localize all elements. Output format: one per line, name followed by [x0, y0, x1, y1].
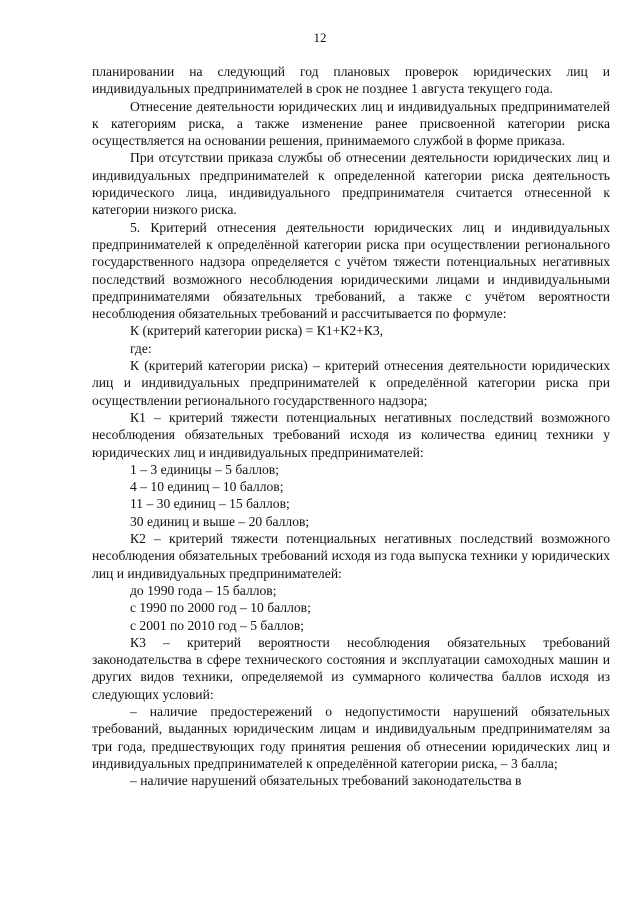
paragraph: При отсутствии приказа службы об отнесении деятельности юридических лиц и индивидуальных предпринимателей к определенной категории риска деятельность юридического лица, индивидуального предпринимателя считается отнесенной к категории низкого риска. — [92, 150, 610, 218]
dash-list-item: – наличие нарушений обязательных требований законодательства в — [130, 773, 522, 789]
page-number: 12 — [313, 30, 327, 45]
paragraph: планировании на следующий год плановых проверок юридических лиц и индивидуальных предпринимателей в срок не позднее 1 августа текущего года. — [92, 64, 610, 97]
document-body — [92, 63, 610, 789]
list-item: с 1990 по 2000 год – 10 баллов; — [130, 600, 311, 616]
paragraph: 5. Критерий отнесения деятельности юридических лиц и индивидуальных предпринимателей к определённой категории риска при осуществлении регионального государственного надзора определяется с учётом тяжести потенциальных негативных последствий возможного несоблюдения юридическими лицами и индивидуальными предпринимателями обязательных требований, а также с учётом вероятности несоблюдения обязательных требований и рассчитывается по формуле: — [92, 219, 610, 322]
paragraph: К1 – критерий тяжести потенциальных негативных последствий возможного несоблюдения обязательных требований исходя из количества единиц техники у юридических лиц и индивидуальных предпринимателей: — [92, 409, 610, 460]
list-item: 30 единиц и выше – 20 баллов; — [130, 513, 310, 529]
paragraph: Отнесение деятельности юридических лиц и индивидуальных предпринимателей к категориям риска, а также изменение ранее присвоенной категории риска осуществляется на основании решения, принимаемого службой в форме приказа. — [92, 98, 610, 149]
paragraph: К2 – критерий тяжести потенциальных негативных последствий возможного несоблюдения обязательных требований исходя из года выпуска техники у юридических лиц и индивидуальных предпринимателей: — [92, 531, 610, 581]
list-item: с 2001 по 2010 год – 5 баллов; — [130, 617, 305, 633]
dash-list-item: – наличие предостережений о недопустимости нарушений обязательных требований, выданных юридическим лицам и индивидуальным предпринимателям за три года, предшествующих году принятия решения об отнесении юридических лиц и индивидуальных предпринимателей к определённой категории риска, – 3 балла; — [92, 703, 610, 771]
list-item: 4 – 10 единиц – 10 баллов; — [130, 479, 284, 495]
list-item: 1 – 3 единицы – 5 баллов; — [130, 461, 280, 477]
formula-line: К (критерий категории риска) = К1+К2+К3, — [130, 323, 384, 339]
paragraph: где: — [130, 340, 152, 356]
list-item: 11 – 30 единиц – 15 баллов; — [130, 496, 290, 512]
list-item: до 1990 года – 15 баллов; — [130, 582, 277, 598]
paragraph: К3 – критерий вероятности несоблюдения обязательных требований законодательства в сфере технического состояния и эксплуатации самоходных машин и других видов техники, определяемой из суммарного количества баллов исходя из следующих условий: — [92, 634, 610, 702]
paragraph: К (критерий категории риска) – критерий отнесения деятельности юридических лиц и индивидуальных предпринимателей к определённой категории риска при осуществлении регионального государственного надзора; — [92, 358, 610, 408]
